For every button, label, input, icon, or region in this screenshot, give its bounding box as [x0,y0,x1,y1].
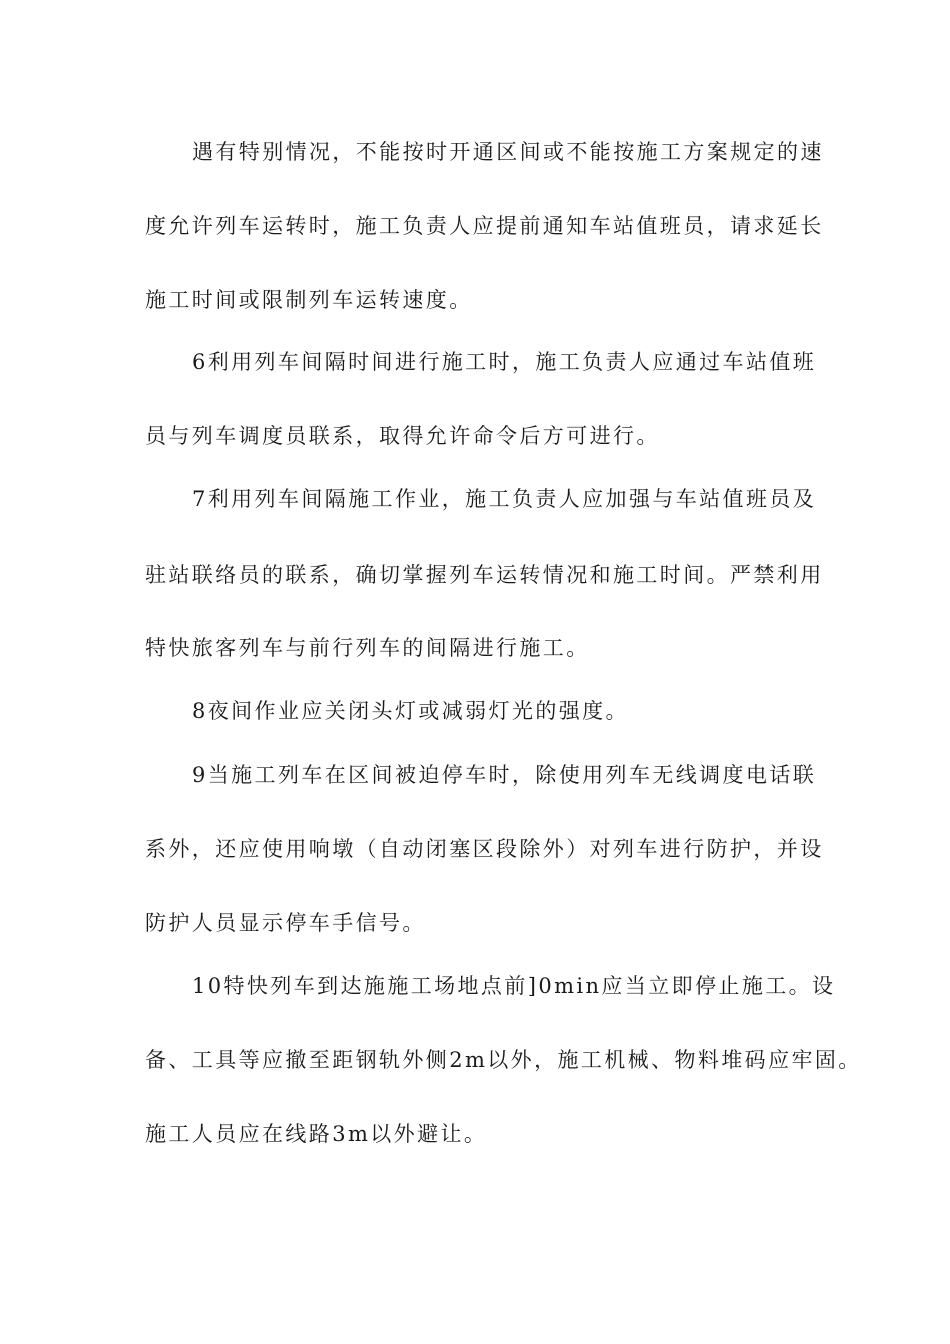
paragraph-6-line-3: 施工人员应在线路3m以外避让。 [145,1122,488,1146]
paragraph-3-line-2: 驻站联络员的联系，确切掌握列车运转情况和施工时间。严禁利用 [145,563,824,587]
paragraph-6-line-2: 备、工具等应撤至距钢轨外侧2m以外，施工机械、物料堆码应牢固。 [145,1048,862,1072]
paragraph-6-line-1: 10特快列车到达施施工场地点前]0min应当立即停止施工。设 [192,974,836,998]
paragraph-5-line-1: 9当施工列车在区间被迫停车时，除使用列车无线调度电话联 [192,763,817,787]
paragraph-3-line-1: 7利用列车间隔施工作业，施工负责人应加强与车站值班员及 [192,487,817,511]
paragraph-5-line-3: 防护人员显示停车手信号。 [145,911,426,935]
paragraph-1-line-1: 遇有特别情况，不能按时开通区间或不能按施工方案规定的速 [192,140,824,164]
paragraph-1-line-2: 度允许列车运转时，施工负责人应提前通知车站值班员，请求延长 [145,214,824,238]
paragraph-5-line-2: 系外，还应使用响墩（自动闭塞区段除外）对列车进行防护，并设 [145,837,824,861]
paragraph-2-line-2: 员与列车调度员联系，取得允许命令后方可进行。 [145,424,660,448]
paragraph-2-line-1: 6利用列车间隔时间进行施工时，施工负责人应通过车站值班 [192,350,817,374]
paragraph-4-line-1: 8夜间作业应关闭头灯或减弱灯光的强度。 [192,699,629,723]
paragraph-1-line-3: 施工时间或限制列车运转速度。 [145,288,473,312]
paragraph-3-line-3: 特快旅客列车与前行列车的间隔进行施工。 [145,636,590,660]
